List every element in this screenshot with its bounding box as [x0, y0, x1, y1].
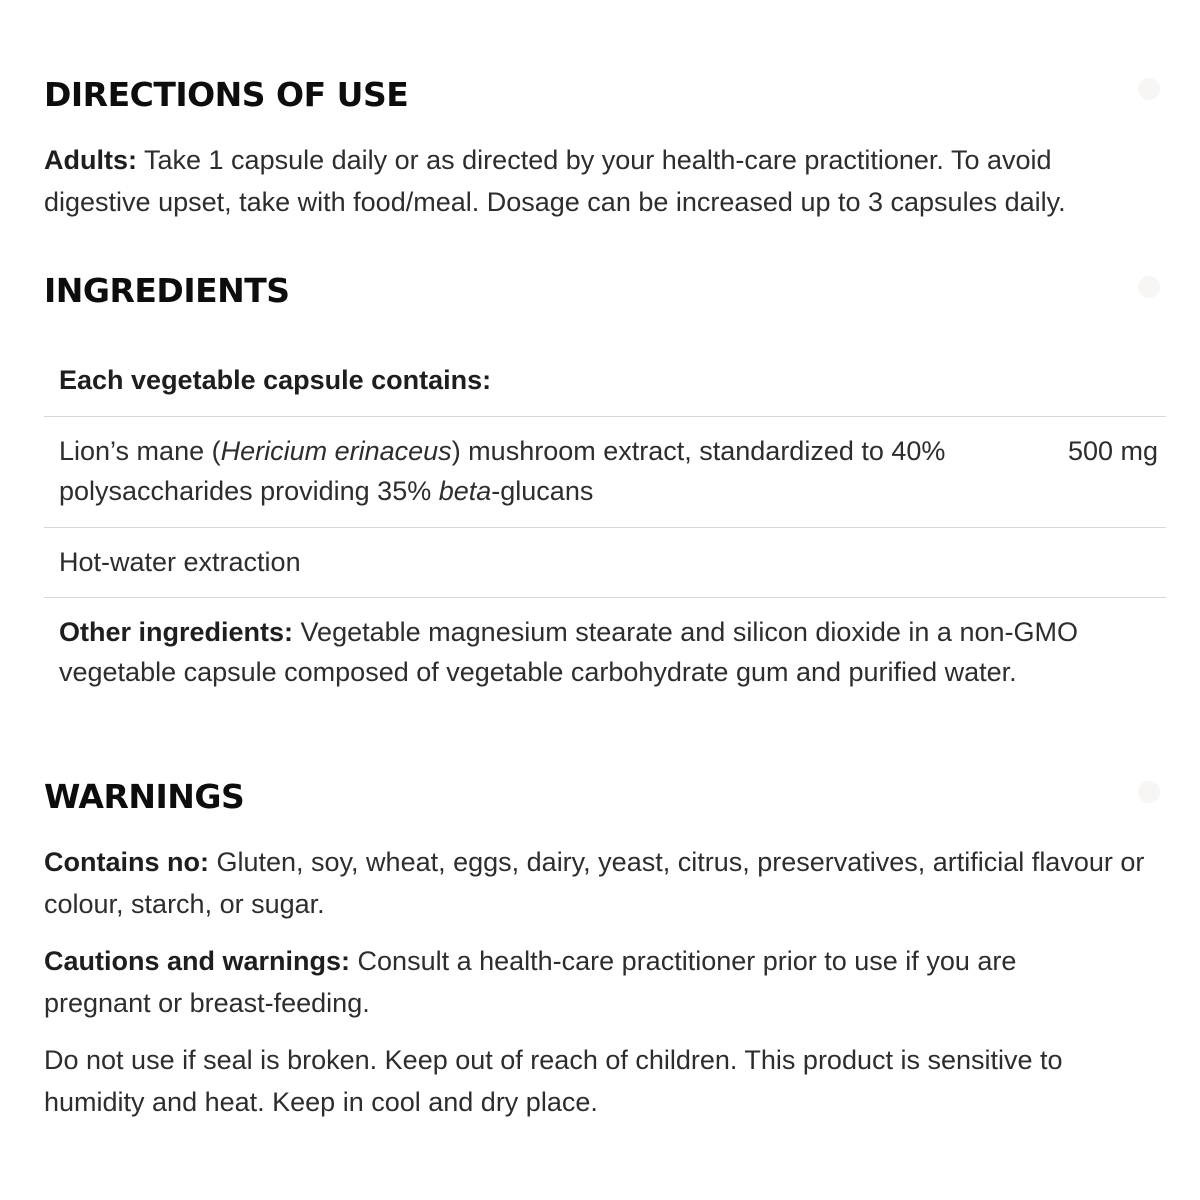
decorative-dot [1138, 276, 1160, 298]
ingredient-row-extraction: Hot-water extraction [59, 547, 301, 577]
contains-no-label: Contains no: [44, 847, 209, 877]
table-divider [44, 416, 1166, 417]
adults-label: Adults: [44, 145, 137, 175]
other-ingredients-paragraph [59, 612, 1159, 692]
adults-text: Take 1 capsule daily or as directed by your health-care practitioner. To avoid digestive upset, take with food/meal. Dosage can be increased up to 3 capsules daily. [44, 145, 1066, 217]
table-divider [44, 527, 1166, 528]
cautions-label: Cautions and warnings: [44, 946, 351, 976]
contains-no-text: Gluten, soy, wheat, eggs, dairy, yeast, citrus, preservatives, artificial flavour or colour, starch, or sugar. [44, 847, 1145, 919]
ingredients-heading: INGREDIENTS [44, 271, 290, 310]
warnings-heading: WARNINGS [44, 777, 245, 816]
other-ingredients-text: Vegetable magnesium stearate and silicon dioxide in a non-GMO vegetable capsule composed of vegetable carbohydrate gum and purified water. [59, 617, 1078, 687]
ingredient-amount: 500 mg [1067, 436, 1158, 466]
other-ingredients-label: Other ingredients: [59, 617, 294, 647]
ingredient-name-prefix: Lion’s mane ( [59, 436, 221, 466]
ingredient-latin-name: Hericium erinaceus [220, 436, 452, 466]
table-divider [44, 597, 1166, 598]
ingredient-name-suffix: -glucans [491, 476, 594, 506]
table-header-label: Each vegetable capsule contains: [59, 365, 492, 395]
ingredients-table-header [59, 360, 491, 400]
contains-no-paragraph [44, 841, 1164, 925]
cautions-paragraph [44, 940, 1104, 1024]
decorative-dot [1138, 78, 1160, 100]
ingredient-name-mid: ) mushroom extract, standardized to 40% polysaccharides providing 35% [59, 436, 946, 506]
general-warning-paragraph: Do not use if seal is broken. Keep out of reach of children. This product is sensitive to humidity and heat. Keep in cool and dry place. [44, 1045, 1063, 1117]
directions-adults-paragraph [44, 139, 1164, 223]
decorative-dot [1138, 781, 1160, 803]
ingredient-beta: beta [438, 476, 492, 506]
ingredient-row-lions-mane [59, 431, 1019, 511]
directions-heading: DIRECTIONS OF USE [44, 75, 409, 114]
cautions-text: Consult a health-care practitioner prior to use if you are pregnant or breast-feeding. [44, 946, 1017, 1018]
